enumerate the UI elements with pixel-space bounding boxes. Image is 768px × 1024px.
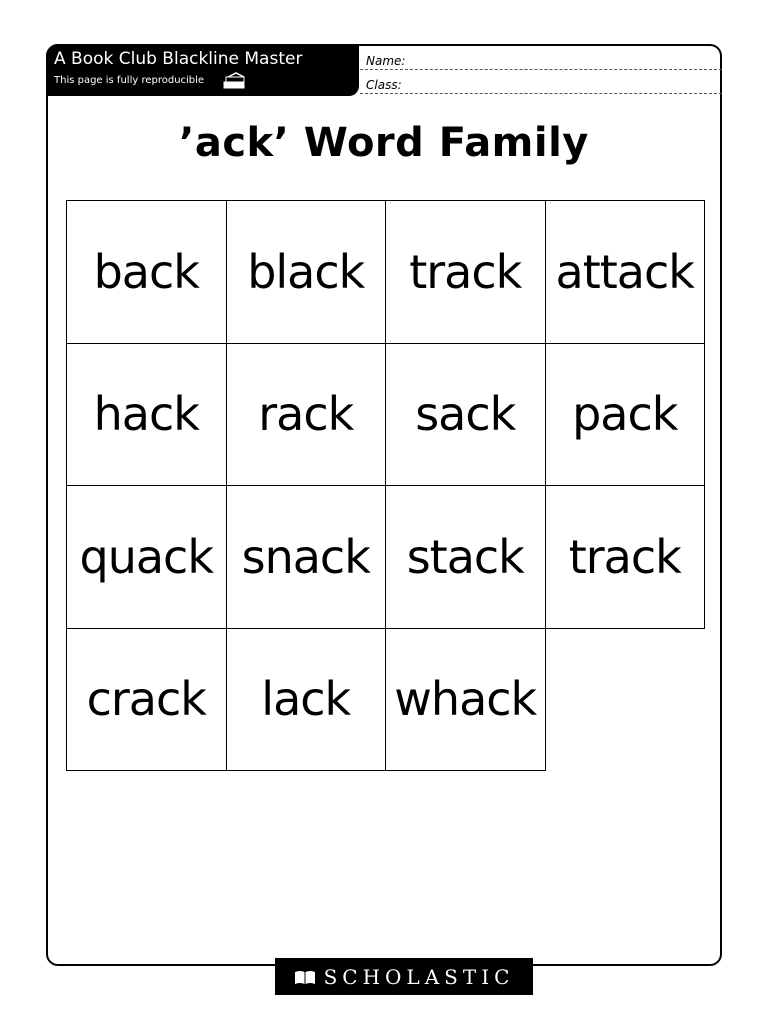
word-grid <box>66 200 704 770</box>
class-line <box>360 93 722 94</box>
scholastic-logo <box>275 958 533 995</box>
word-cell: back <box>66 200 227 344</box>
name-line <box>360 69 722 70</box>
word-cell: rack <box>226 343 387 487</box>
empty-cell <box>545 628 706 772</box>
word-cell: lack <box>226 628 387 772</box>
word-cell: black <box>226 200 387 344</box>
word-cell: hack <box>66 343 227 487</box>
word-cell: snack <box>226 485 387 629</box>
word-cell: crack <box>66 628 227 772</box>
header-banner <box>46 44 359 96</box>
word-cell: pack <box>545 343 706 487</box>
word-cell: attack <box>545 200 706 344</box>
word-cell: whack <box>385 628 546 772</box>
name-label: Name: <box>366 54 406 68</box>
word-cell: sack <box>385 343 546 487</box>
book-stack-icon <box>222 72 248 92</box>
logo-text: SCHOLASTIC <box>323 964 515 989</box>
open-book-icon <box>294 969 316 985</box>
word-cell: track <box>385 200 546 344</box>
header-title: A Book Club Blackline Master <box>54 49 303 69</box>
class-label: Class: <box>366 78 402 92</box>
word-cell: quack <box>66 485 227 629</box>
header-subtitle: This page is fully reproducible <box>54 75 205 86</box>
page-title: ’ack’ Word Family <box>179 120 589 166</box>
word-cell: stack <box>385 485 546 629</box>
word-cell: track <box>545 485 706 629</box>
